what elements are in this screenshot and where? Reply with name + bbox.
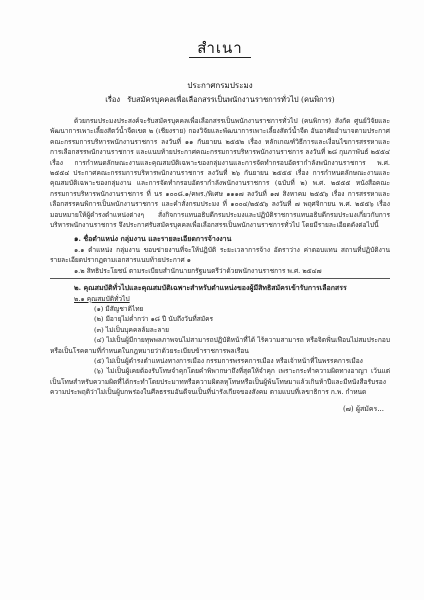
qualification-6: (๖) ไม่เป็นผู้เคยต้องรับโทษจำคุกโดยคำพิพากษาถึงที่สุดให้จำคุก เพราะกระทำความผิดทางอาญา เว้นแต่เป็นโทษสำหรับความผิดที่ได้กระทำโดยประมาทหรือความผิดลหุโทษหรือเป็นผู้พ้นโทษมาแล้วเกินห้าปีและมีหนังสือรับรองความประพฤติว่าไม่เป็นผู้บกพร่องในศีลธรรมอันดีจนเป็นที่น่ารังเกียจของสังคม ตามแบบที่เลขาธิการ ก.พ. กำหนด bbox=[50, 367, 390, 397]
qualification-2: (๒) มีอายุไม่ต่ำกว่า ๑๘ ปี นับถึงวันที่สมัคร bbox=[94, 315, 214, 324]
qualification-3: (๓) ไม่เป็นบุคคลล้มละลาย bbox=[94, 325, 169, 334]
qualification-4: (๔) ไม่เป็นผู้มีกายทุพพลภาพจนไม่สามารถปฏิบัติหน้าที่ได้ ไร้ความสามารถ หรือจิตฟั่นเฟือนไม่สมประกอบ หรือเป็นโรคตามที่กำหนดในกฎหมายว่าด้วยระเบียบข้าราชการพลเรือน bbox=[50, 336, 390, 355]
subject-line bbox=[50, 94, 390, 106]
item-1-2: ๑.๒ สิทธิประโยชน์ ตามระเบียบสำนักนายกรัฐมนตรีว่าด้วยพนักงานราชการ พ.ศ. ๒๕๔๗ bbox=[74, 266, 322, 275]
subject-label: เรื่อง bbox=[105, 95, 121, 104]
qualification-5: (๕) ไม่เป็นผู้ดำรงตำแหน่งทางการเมือง กรรมการพรรคการเมือง หรือเจ้าหน้าที่ในพรรคการเมือง bbox=[94, 356, 363, 365]
subject-text: รับสมัครบุคคลเพื่อเลือกสรรเป็นพนักงานราชการทั่วไป (คนพิการ) bbox=[127, 95, 335, 104]
item-2-1: ๒.๑ คุณสมบัติทั่วไป bbox=[74, 294, 130, 303]
item-1-1: ๑.๑ ตำแหน่ง กลุ่มงาน ขอบข่ายงานที่จะให้ปฏิบัติ ระยะเวลาการจ้าง อัตราว่าง ค่าตอบแทน สถานที่ปฏิบัติงาน รายละเอียดปรากฏตามเอกสารแนบท้ายประกาศ ๑ bbox=[50, 245, 390, 265]
section-1-title: ๑. ชื่อตำแหน่ง กลุ่มงาน และรายละเอียดการจ้างงาน bbox=[74, 234, 232, 244]
section-2-title: ๒. คุณสมบัติทั่วไปและคุณสมบัติเฉพาะสำหรับตำแหน่งของผู้มีสิทธิสมัครเข้ารับการเลือกสรร bbox=[74, 283, 347, 293]
announcer-heading: ประกาศกรมประมง bbox=[187, 81, 253, 90]
copy-stamp: สำเนา bbox=[50, 36, 390, 60]
qualification-1: (๑) มีสัญชาติไทย bbox=[94, 304, 144, 313]
continued-marker: (๗) ผู้สมัคร... bbox=[342, 404, 384, 413]
divider bbox=[50, 278, 390, 279]
intro-paragraph: ด้วยกรมประมงประสงค์จะรับสมัครบุคคลเพื่อเลือกสรรเป็นพนักงานราชการทั่วไป (คนพิการ) สังกัด ศูนย์วิจัยและพัฒนาการเพาะเลี้ยงสัตว์น้ำจืดเขต ๒ (เชียงราย) กองวิจัยและพัฒนาการเพาะเลี้ยงสัตว์น้ำจืด อันอาศัยอำนาจตามประกาศคณะกรรมการบริหารพนักงานราชการ ลงวันที่ ๑๑ กันยายน ๒๕๕๒ เรื่อง หลักเกณฑ์วิธีการและเงื่อนไขการสรรหาและการเลือกสรรพนักงานราชการ และแนบท้ายประกาศคณะกรรมการบริหารพนักงานราชการ ลงวันที่ ๒๘ กุมภาพันธ์ ๒๕๕๔ เรื่อง การกำหนดลักษณะงานและคุณสมบัติเฉพาะของกลุ่มงานและการจัดทำกรอบอัตรากำลังพนักงานราชการ พ.ศ. ๒๕๕๔ ประกาศคณะกรรมการบริหารพนักงานราชการ ลงวันที่ ๒๖ กันยายน ๒๕๕๕ เรื่อง การกำหนดลักษณะงานและคุณสมบัติเฉพาะของกลุ่มงาน และการจัดทำกรอบอัตรากำลังพนักงานราชการ (ฉบับที่ ๒) พ.ศ. ๒๕๕๕ หนังสือคณะกรรมการบริหารพนักงานราชการ ที่ นร ๑๐๐๘.๑/คพร./พิเศษ ๑๑๑๗ ลงวันที่ ๑๗ สิงหาคม ๒๕๕๖ เรื่อง การสรรหาและเลือกสรรคนพิการเป็นพนักงานราชการ และคำสั่งกรมประมง ที่ ๑๐๐๔/๒๕๕๖ ลงวันที่ ๗ พฤศจิกายน พ.ศ. ๒๕๕๖ เรื่อง มอบหมายให้ผู้ดำรงตำแหน่งต่างๆ สั่งกิจการแทนอธิบดีกรมประมงและปฏิบัติราชการแทนอธิบดีกรมประมงเกี่ยวกับการบริหารพนักงานราชการ จึงประกาศรับสมัครบุคคลเพื่อเลือกสรรเป็นพนักงานราชการทั่วไป โดยมีรายละเอียดดังต่อไปนี้ bbox=[50, 117, 390, 230]
